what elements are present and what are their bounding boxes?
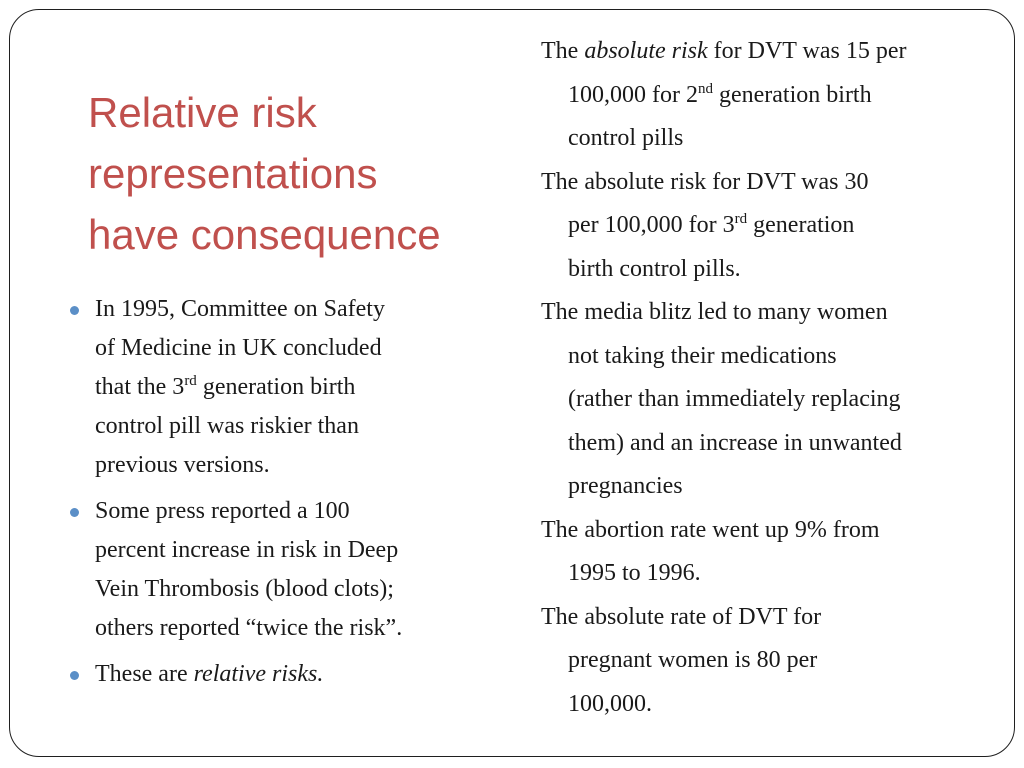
text-fragment: The bbox=[541, 38, 585, 64]
bullet-text-line: others reported “twice the risk”. bbox=[95, 615, 403, 641]
text-fragment: These are bbox=[95, 661, 194, 687]
bullet-text-line: Some press reported a 100 bbox=[95, 498, 350, 524]
bullet-text-line: In 1995, Committee on Safety bbox=[95, 296, 385, 322]
bullet-dot-icon bbox=[70, 306, 79, 315]
slide-title bbox=[88, 82, 508, 265]
paragraph-line bbox=[541, 30, 1001, 74]
bullet-dot-icon bbox=[70, 508, 79, 517]
paragraph-line: birth control pills. bbox=[568, 255, 741, 282]
bullet-text-line: previous versions. bbox=[95, 452, 270, 478]
text-fragment: per 100,000 for 3 bbox=[568, 212, 735, 238]
bullet-text-line: control pill was riskier than bbox=[95, 413, 359, 439]
text-fragment: that the 3 bbox=[95, 374, 185, 400]
left-bullet-list bbox=[68, 290, 488, 701]
bullet-text-line bbox=[95, 655, 488, 694]
superscript: nd bbox=[697, 80, 713, 97]
paragraph-line: 100,000. bbox=[568, 690, 652, 717]
paragraph-line: The abortion rate went up 9% from bbox=[541, 516, 880, 543]
paragraph-abortion-rate bbox=[541, 509, 1001, 596]
superscript: rd bbox=[184, 373, 197, 389]
paragraph-line: The absolute risk for DVT was 30 bbox=[541, 168, 869, 195]
bullet-text-line: of Medicine in UK concluded bbox=[95, 335, 382, 361]
bullet-text-line: percent increase in risk in Deep bbox=[95, 537, 399, 563]
bullet-dot-icon bbox=[70, 671, 79, 680]
text-fragment: generation birth bbox=[196, 374, 356, 400]
title-line: have consequence bbox=[88, 211, 441, 258]
text-fragment: for DVT was 15 per bbox=[707, 38, 907, 64]
bullet-text-line bbox=[95, 368, 488, 407]
paragraph-line: (rather than immediately replacing bbox=[568, 386, 901, 412]
paragraph-line: them) and an increase in unwanted bbox=[568, 429, 902, 456]
bullet-text-line: Vein Thrombosis (blood clots); bbox=[95, 576, 394, 602]
paragraph-dvt-3rd-gen bbox=[541, 161, 1001, 292]
title-line: representations bbox=[88, 150, 378, 197]
bullet-item-press-reports bbox=[68, 492, 488, 648]
emphasis-text: relative risks. bbox=[193, 661, 324, 687]
paragraph-line: The media blitz led to many women bbox=[541, 299, 888, 325]
bullet-item-relative-risks bbox=[68, 655, 488, 694]
superscript: rd bbox=[734, 211, 748, 227]
title-line: Relative risk bbox=[88, 89, 317, 136]
paragraph-line bbox=[541, 204, 1001, 248]
paragraph-line: pregnancies bbox=[568, 473, 683, 499]
paragraph-line: not taking their medications bbox=[568, 342, 837, 369]
paragraph-line: 1995 to 1996. bbox=[568, 560, 701, 586]
right-text-column bbox=[541, 30, 1001, 726]
text-fragment: generation bbox=[747, 212, 855, 238]
text-fragment: 100,000 for 2 bbox=[568, 81, 698, 108]
paragraph-line: control pills bbox=[568, 125, 684, 151]
paragraph-media-blitz bbox=[541, 291, 1001, 509]
paragraph-dvt-2nd-gen bbox=[541, 30, 1001, 161]
paragraph-pregnant-dvt bbox=[541, 596, 1001, 727]
text-fragment: generation birth bbox=[712, 81, 872, 108]
paragraph-line bbox=[541, 74, 1001, 118]
paragraph-line: The absolute rate of DVT for bbox=[541, 603, 822, 630]
emphasis-text: absolute risk bbox=[584, 38, 708, 64]
paragraph-line: pregnant women is 80 per bbox=[568, 647, 818, 673]
bullet-item-committee-1995 bbox=[68, 290, 488, 485]
